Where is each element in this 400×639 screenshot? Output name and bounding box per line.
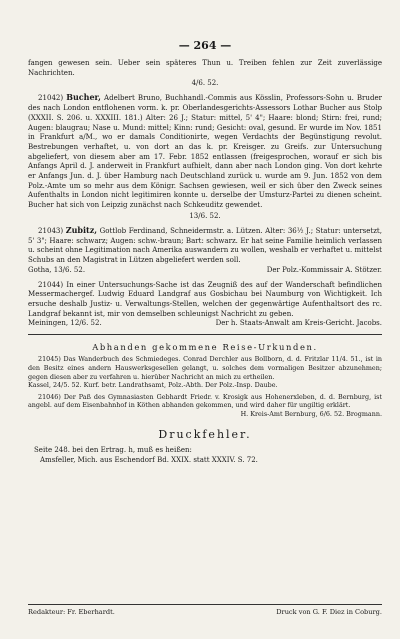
entry-21046-text: 21046) Der Paß des Gymnasiasten Gebhardt Friedr. v. Krosigk aus Hohenerxleben, d. d. Bernburg, ist angebl. auf dem Eisenbahnhof in Köthen abhanden gekommen, und wird daher für ungiltig erklärt.: [28, 392, 382, 410]
entry-21043-paragraph: [28, 226, 382, 265]
entry-21045-text: 21045) Das Wanderbuch des Schmiedeges. Conrad Derchler aus Bollborn, d. d. Fritzlar 11/4. 51., ist in den Besitz eines andern Hauswerksgesellen gelangt, u. solches dem vormaligen Besitzer abzunehmen; gegen diesen aber zu verfahren u. hierüber Nachricht an mich zu ertheilen.: [28, 355, 382, 381]
signature-place-date: Gotha, 13/6. 52.: [28, 265, 86, 274]
errata-line-2: Amsfeller, Mich. aus Eschendorf Bd. XXIX. statt XXXIV. S. 72.: [40, 455, 258, 464]
signature-official: Der Polz.-Kommissair A. Stötzer.: [266, 265, 382, 274]
entry-21044-paragraph: [28, 280, 382, 319]
footer-printer: Druck von G. F. Diez in Coburg.: [276, 608, 382, 616]
entry-21042-text: Adelbert Bruno, Buchhandl.-Commis aus Kösslin, Professors-Sohn u. Bruder des nach London entflohenen vorm. k. pr. Oberlandesgerichts-Assessors Lothar Bucher aus Stolp (XXXII. S. 206. u. XXXIII. 181.) Alter: 26 J.; Statur: mittel, 5' 4"; Haare: blond; Stirn: frei, rund; Augen: blaugrau; Nase u. Mund: mittel; Kinn: rund; Gesicht: oval, gesund. Er wurde im Nov. 1851 in Frankfurt a/M., wo er damals Conditionirte, wegen Verdachts der Begünstigung revolut. Bestrebungen verhaftet, u. von dort an das k. pr. Kreisger. zu Greifs. zur Untersuchung abgeliefert, von diesem aber am 17. Febr. 1852 entlassen (freigesprochen, worauf er sich bis Anfangs April d. J. anderweit in Frankfurt aufhielt, dann aber nach London ging. Von dort kehrte er Anfangs Jun. d. J. über Hamburg nach Deutschland zurück u. wurde am 9. Jun. 1852 von dem Polz.-Amte um so mehr aus dem Königr. Sachsen gewiesen, weil er sich über den Zweck seines Aufenthalts in London nicht legitimiren konnte u. derselbe der Umsturz-Partei zu dienen scheint. Bucher hat sich von Leipzig zunächst nach Schkeuditz gewendet.: [28, 93, 382, 210]
errata-title: Druckfehler.: [158, 427, 252, 441]
entry-21044-text: In einer Untersuchungs-Sache ist das Zeugniß des auf der Wanderschaft befindlichen Messermachergef. Ludwig Eduard Landgraf aus Gosbichau bei Naumburg von Wichtigkeit. Ich ersuche deshalb Justiz- u. Verwaltungs-Stellen, welchen der gegenwärtige Aufenthaltsort des rc. Landgraf bekannt ist, mir von demselben schleunigst Nachricht zu geben.: [28, 279, 382, 318]
entry-number: 21044): [38, 279, 64, 289]
entry-carryover-text: fangen gewesen sein. Ueber sein späteres Thun u. Treiben fehlen zur Zeit zuverlässige Nachrichten.: [28, 58, 382, 77]
page-number: — 264 —: [178, 39, 232, 52]
signature-official: Der h. Staats-Anwalt am Kreis-Gericht. Jacobs.: [215, 319, 382, 328]
section-errata: [28, 427, 382, 465]
person-name: Zubitz,: [65, 224, 98, 235]
page-footer: [28, 604, 382, 617]
entry-carryover: [28, 58, 382, 88]
entry-21046-signature: H. Kreis-Amt Bernburg, 6/6. 52. Brogmann.: [240, 410, 382, 419]
entry-21043: [28, 226, 382, 275]
section-lost-documents: [28, 341, 382, 418]
entry-number: 21042): [38, 93, 64, 103]
signature-place-date: Meiningen, 12/6. 52.: [28, 319, 102, 328]
entry-21043-text: Gottlob Ferdinand, Schneidermstr. a. Lützen. Alter: 36½ J.; Statur: untersetzt, 5' 3"; Haare: schwarz; Augen: schw.-braun; Bart: schwarz. Er hat seine Familie heimlich verlassen u. scheint ohne Legitimation nach Amerika auswandern zu wollen, weshalb er verhaftet u. mittelst Schubs an den Magistrat in Lützen abgeliefert werden soll.: [28, 225, 382, 264]
entry-21042-paragraph: [28, 93, 382, 209]
person-name: Bucher,: [66, 92, 101, 103]
entry-21042: [28, 93, 382, 220]
section-divider: [28, 334, 382, 335]
section-lost-title: Abhanden gekommene Reise-Urkunden.: [92, 342, 318, 353]
entry-carryover-date: 4/6. 52.: [191, 79, 219, 88]
entry-number: 21043): [38, 225, 64, 235]
entry-21045-signature: Kassel, 24/5. 52. Kurf. betr. Landrathsamt, Polz.-Abth. Der Polz.-Insp. Daube.: [28, 381, 278, 390]
entry-21044: [28, 280, 382, 329]
errata-line-1: Seite 248. bei den Ertrag. h, muß es heißen:: [34, 445, 192, 454]
entry-21043-signature: [28, 265, 382, 275]
entry-21042-date: 13/6. 52.: [189, 211, 221, 220]
footer-editor: Redakteur: Fr. Eberhardt.: [28, 608, 115, 616]
entry-21044-signature: [28, 318, 382, 328]
